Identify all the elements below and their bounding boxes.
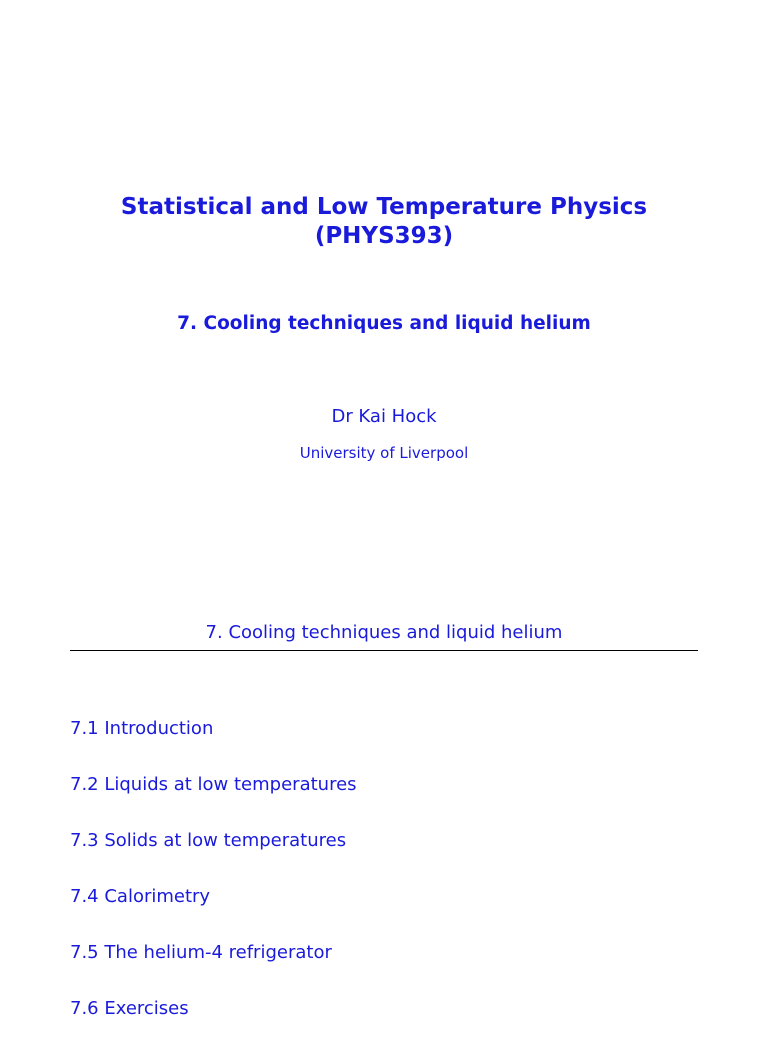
toc-item-helium-refrigerator: 7.5 The helium-4 refrigerator <box>70 942 332 963</box>
author-name: Dr Kai Hock <box>331 406 437 427</box>
table-of-contents <box>70 718 357 1054</box>
header-divider <box>70 650 698 651</box>
lecture-title <box>0 193 768 251</box>
chapter-heading: 7. Cooling techniques and liquid helium <box>177 313 591 334</box>
contents-header: 7. Cooling techniques and liquid helium <box>205 622 563 643</box>
lecture-title-line-1: Statistical and Low Temperature Physics <box>120 194 648 220</box>
toc-item-liquids: 7.2 Liquids at low temperatures <box>70 774 357 795</box>
toc-item-introduction: 7.1 Introduction <box>70 718 214 739</box>
toc-item-calorimetry: 7.4 Calorimetry <box>70 886 211 907</box>
toc-item-exercises: 7.6 Exercises <box>70 998 189 1019</box>
toc-item-solids: 7.3 Solids at low temperatures <box>70 830 347 851</box>
lecture-title-line-2: (PHYS393) <box>314 223 454 249</box>
author-affiliation: University of Liverpool <box>299 444 469 462</box>
